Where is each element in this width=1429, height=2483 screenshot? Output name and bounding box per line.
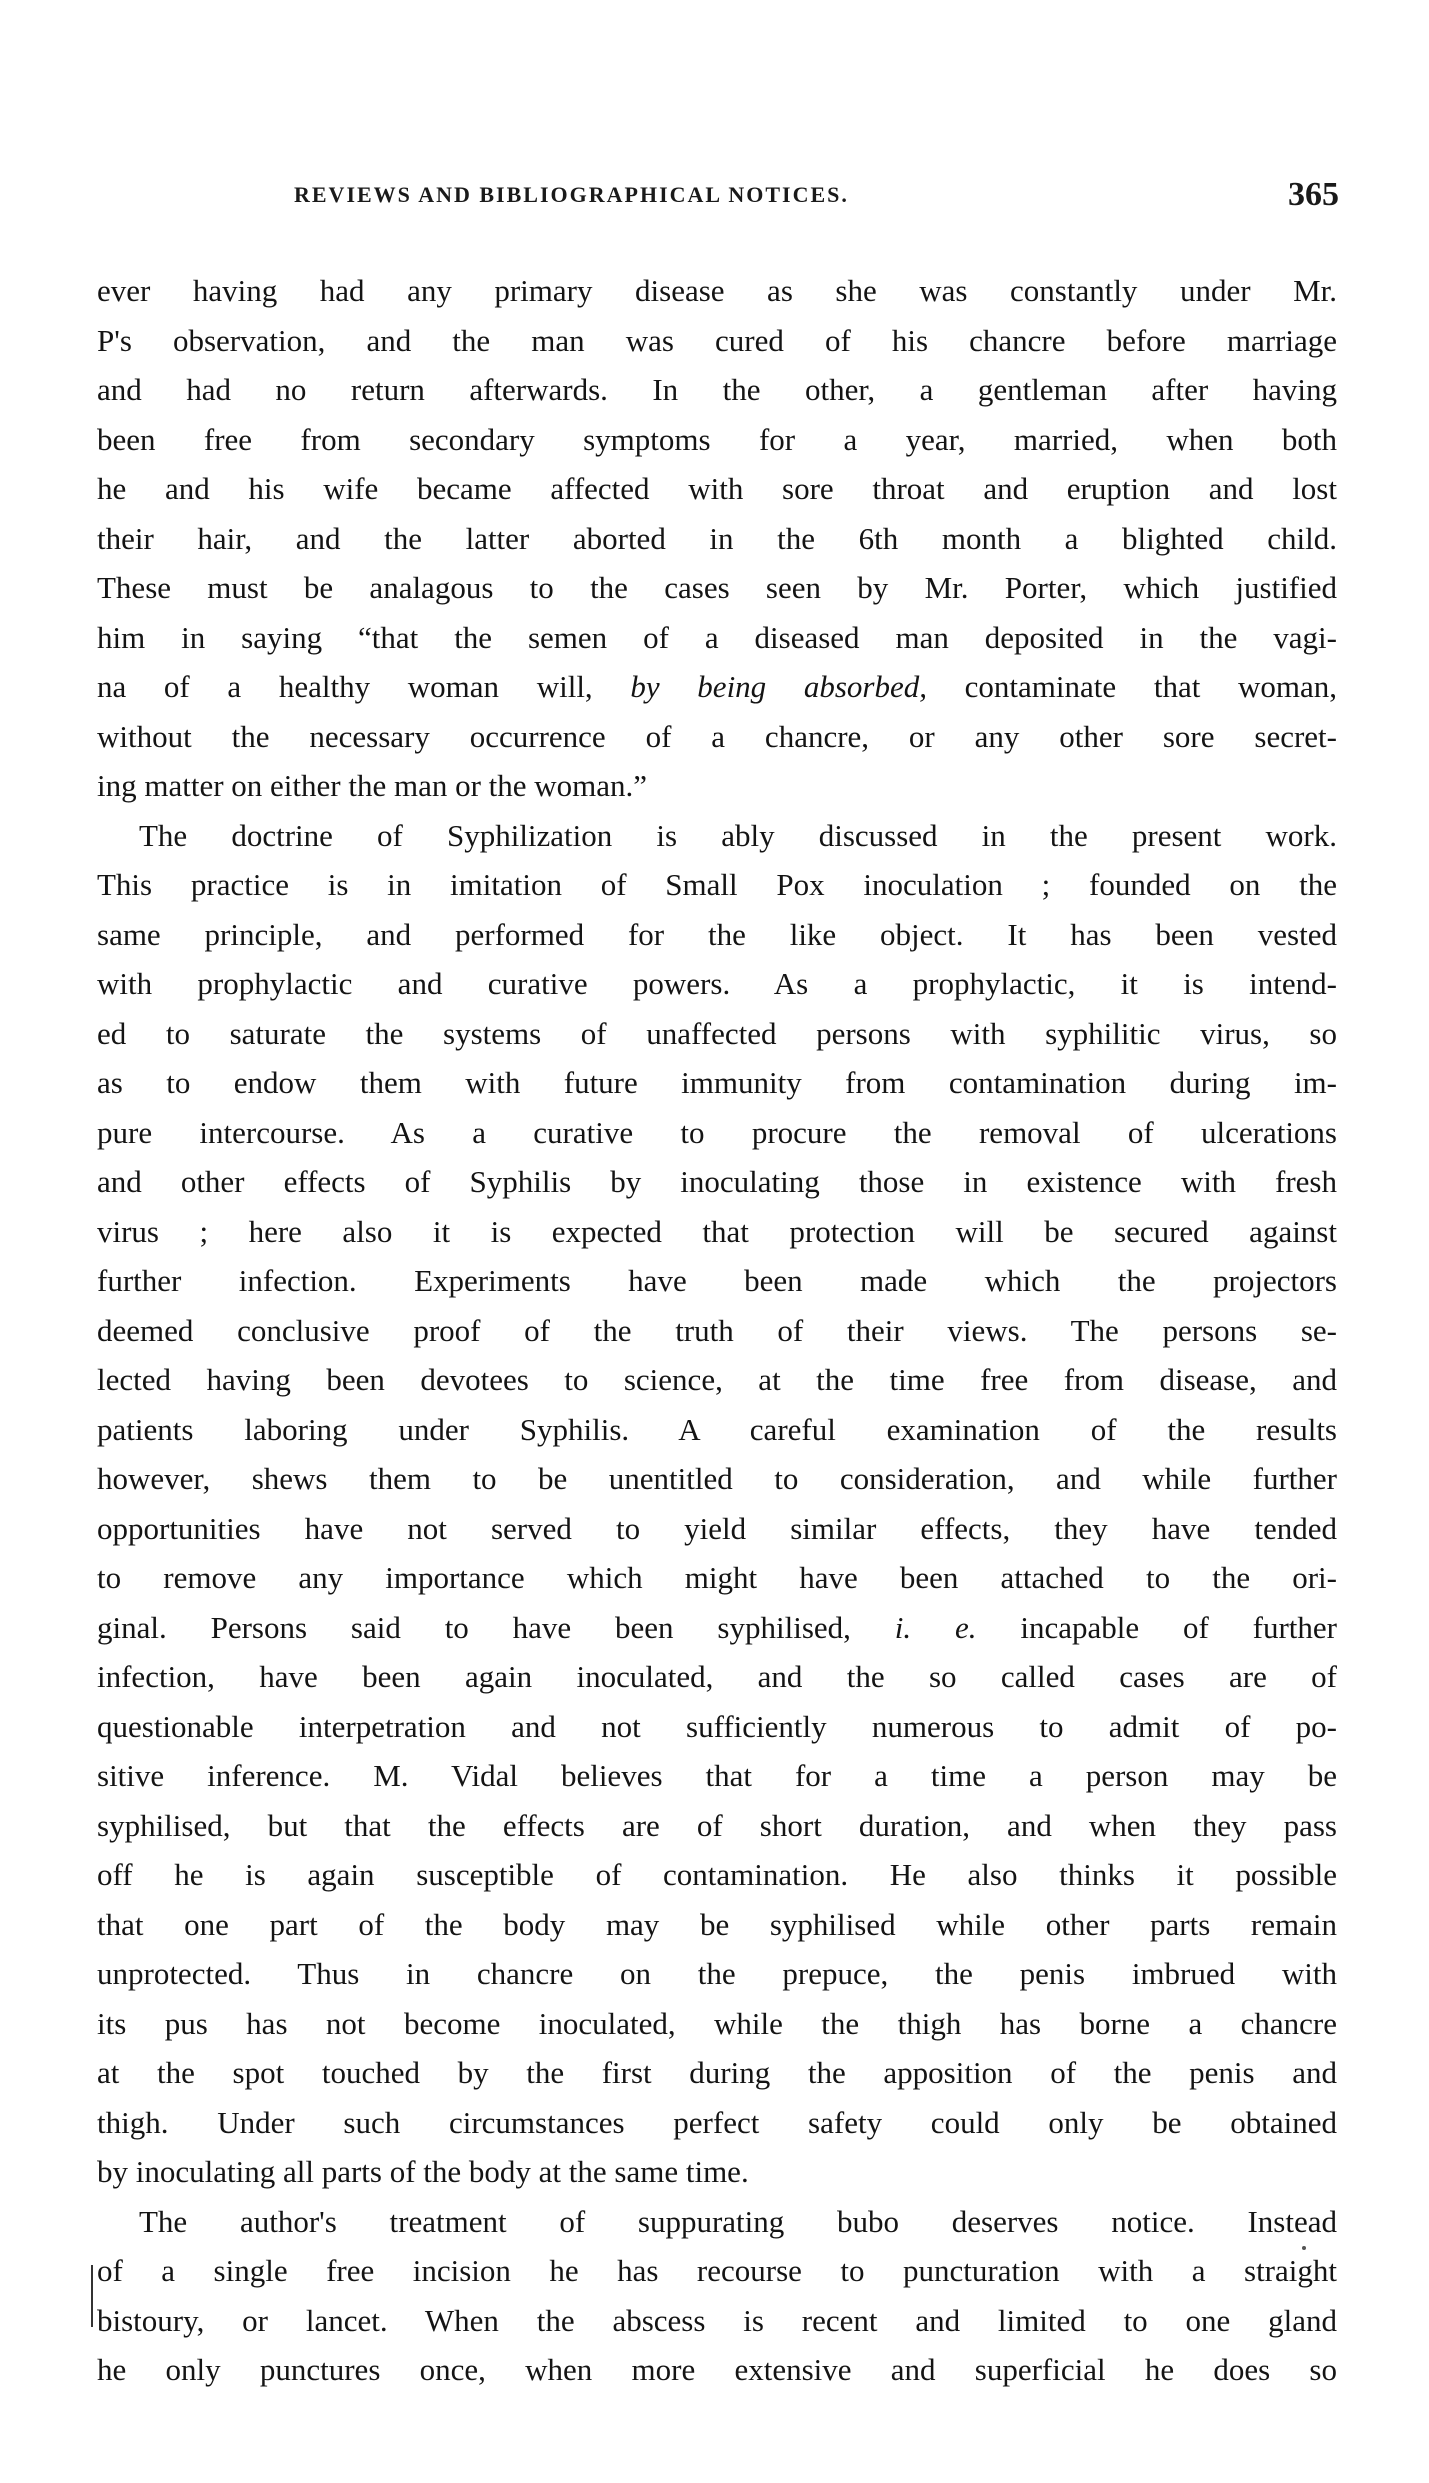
text-line: opportunities have not served to yield similar effects, they have tended bbox=[97, 1510, 1337, 1546]
text-segment: ginal. Persons said to have been syphilised, bbox=[97, 1609, 851, 1645]
text-line: unprotected. Thus in chancre on the prepuce, the penis imbrued with bbox=[97, 1956, 1337, 1991]
text-line: to remove any importance which might have been attached to the ori- bbox=[97, 1560, 1337, 1595]
text-line: This practice is in imitation of Small Pox inoculation ; founded on the bbox=[97, 867, 1337, 902]
text-line: and had no return afterwards. In the other, a gentleman after having bbox=[97, 372, 1337, 407]
text-line: he only punctures once, when more extensive and superficial he does so bbox=[97, 2352, 1337, 2387]
text-line: ing matter on either the man or the woman.” bbox=[97, 768, 648, 803]
text-segment: na of a healthy woman will, bbox=[97, 669, 593, 704]
text-line: as to endow them with future immunity from contamination during im- bbox=[97, 1065, 1337, 1100]
page-header bbox=[294, 176, 1339, 220]
text-line: been free from secondary symptoms for a year, married, when both bbox=[97, 421, 1337, 457]
text-line: that one part of the body may be syphilised while other parts remain bbox=[97, 1906, 1337, 1942]
text-line: lected having been devotees to science, at the time free from disease, and bbox=[97, 1362, 1337, 1397]
text-line: him in saying “that the semen of a diseased man deposited in the vagi- bbox=[97, 619, 1337, 655]
text-line: P's observation, and the man was cured of his chancre before marriage bbox=[97, 322, 1337, 358]
text-line: ed to saturate the systems of unaffected persons with syphilitic virus, so bbox=[97, 1015, 1337, 1051]
text-line: ever having had any primary disease as she was constantly under Mr. bbox=[97, 273, 1337, 308]
text-line: same principle, and performed for the like object. It has been vested bbox=[97, 916, 1337, 952]
text-line: he and his wife became affected with sore throat and eruption and lost bbox=[97, 471, 1337, 506]
text-line: pure intercourse. As a curative to procure the removal of ulcerations bbox=[97, 1114, 1337, 1150]
margin-speck bbox=[1302, 2246, 1306, 2250]
text-line: their hair, and the latter aborted in the 6th month a blighted child. bbox=[97, 520, 1337, 556]
italic-phrase: i. e. bbox=[894, 1609, 977, 1645]
margin-rule bbox=[91, 2265, 93, 2327]
text-line: off he is again susceptible of contamination. He also thinks it possible bbox=[97, 1857, 1337, 1892]
text-segment: incapable of further bbox=[976, 1609, 1338, 1645]
text-line: at the spot touched by the first during the apposition of the penis and bbox=[97, 2055, 1337, 2090]
text-line: questionable interpetration and not sufficiently numerous to admit of po- bbox=[97, 1708, 1337, 1744]
text-line bbox=[97, 662, 1337, 712]
text-line: patients laboring under Syphilis. A careful examination of the results bbox=[97, 1411, 1337, 1447]
text-line: infection, have been again inoculated, and the so called cases are of bbox=[97, 1659, 1337, 1694]
text-line: virus ; here also it is expected that protection will be secured against bbox=[97, 1213, 1337, 1249]
page-number: 365 bbox=[1288, 176, 1339, 213]
body-text bbox=[97, 266, 1337, 2395]
text-line bbox=[97, 1603, 1337, 1653]
text-line: with prophylactic and curative powers. As a prophylactic, it is intend- bbox=[97, 966, 1337, 1001]
running-head: REVIEWS AND BIBLIOGRAPHICAL NOTICES. bbox=[294, 182, 849, 207]
text-line: without the necessary occurrence of a chancre, or any other sore secret- bbox=[97, 718, 1337, 754]
text-line: thigh. Under such circumstances perfect safety could only be obtained bbox=[97, 2104, 1337, 2140]
text-line: The author's treatment of suppurating bubo deserves notice. Instead bbox=[139, 2203, 1337, 2239]
text-line: syphilised, but that the effects are of short duration, and when they pass bbox=[97, 1807, 1337, 1843]
text-line: however, shews them to be unentitled to consideration, and while further bbox=[97, 1461, 1337, 1496]
text-line: of a single free incision he has recourse to puncturation with a straight bbox=[97, 2253, 1337, 2288]
text-line: its pus has not become inoculated, while the thigh has borne a chancre bbox=[97, 2005, 1337, 2041]
text-segment: contaminate that woman, bbox=[927, 669, 1338, 704]
text-line: These must be analagous to the cases seen by Mr. Porter, which justified bbox=[97, 570, 1337, 605]
italic-phrase: by being absorbed, bbox=[630, 669, 927, 704]
text-line: and other effects of Syphilis by inoculating those in existence with fresh bbox=[97, 1164, 1337, 1199]
text-line: The doctrine of Syphilization is ably discussed in the present work. bbox=[139, 817, 1337, 853]
text-line: by inoculating all parts of the body at the same time. bbox=[97, 2154, 749, 2189]
text-line: sitive inference. M. Vidal believes that for a time a person may be bbox=[97, 1758, 1337, 1793]
text-line: further infection. Experiments have been made which the projectors bbox=[97, 1263, 1337, 1298]
text-line: bistoury, or lancet. When the abscess is recent and limited to one gland bbox=[97, 2302, 1337, 2338]
text-line: deemed conclusive proof of the truth of their views. The persons se- bbox=[97, 1312, 1337, 1348]
